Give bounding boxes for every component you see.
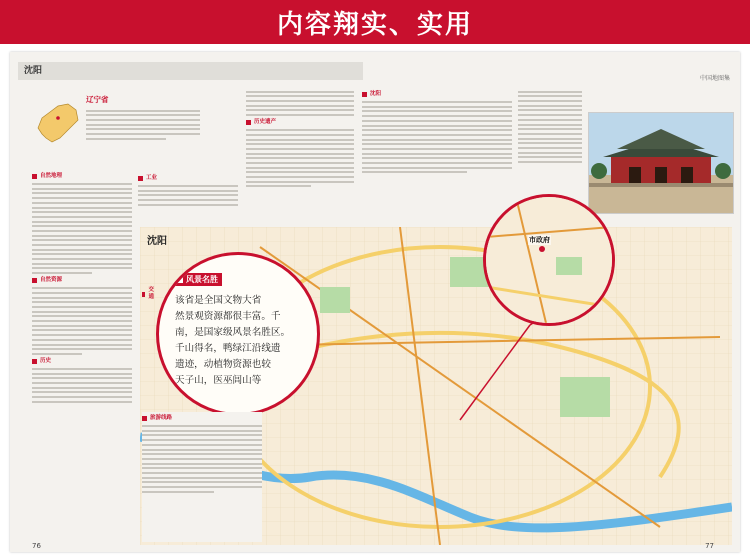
page-banner — [0, 0, 750, 44]
province-text — [86, 107, 200, 143]
page-header — [18, 60, 732, 84]
transport-marker: 交通 — [142, 284, 156, 384]
section-heading: 自然地理 — [32, 173, 132, 180]
map-title: 沈阳 — [147, 236, 167, 247]
section-heading: 自然资源 — [32, 277, 132, 284]
scenic-callout — [156, 252, 320, 416]
callout-text: 该省是全国文物大省 然景观资源都很丰富。千 南，是国家级风景名胜区。 千山得名，鸭绿江沿线遗 遗迹，动植物资源也较 天子山，医巫闾山等 — [175, 295, 291, 386]
left-column-text — [32, 170, 132, 535]
province-name: 辽宁省 — [86, 95, 109, 104]
section-heading: 历史 — [32, 358, 132, 365]
page-number-left: 76 — [32, 542, 41, 550]
header-bar — [18, 62, 363, 80]
palace-gate-illustration — [589, 113, 733, 213]
city-hall-label: 市政府 — [529, 236, 550, 244]
industry-text: 工业 — [138, 172, 238, 227]
province-outline-icon — [32, 98, 82, 148]
province-intro — [32, 90, 202, 160]
banner-title: 内容翔实、实用 — [276, 9, 473, 40]
culture-text: 历史遗产 — [246, 88, 354, 226]
zoom-map — [486, 197, 612, 323]
travel-text: 旅游线路 — [142, 412, 262, 542]
zoom-inset[interactable] — [483, 194, 615, 326]
callout-title: 风景名胜 — [173, 273, 222, 286]
palace-photo — [588, 112, 734, 214]
tourism-text: 沈阳 — [362, 88, 512, 226]
page-city-title: 沈阳 — [24, 66, 43, 76]
atlas-spread — [10, 52, 740, 552]
page-number-right: 77 — [705, 542, 714, 550]
atlas-brand: 中国地图集 — [699, 75, 730, 82]
